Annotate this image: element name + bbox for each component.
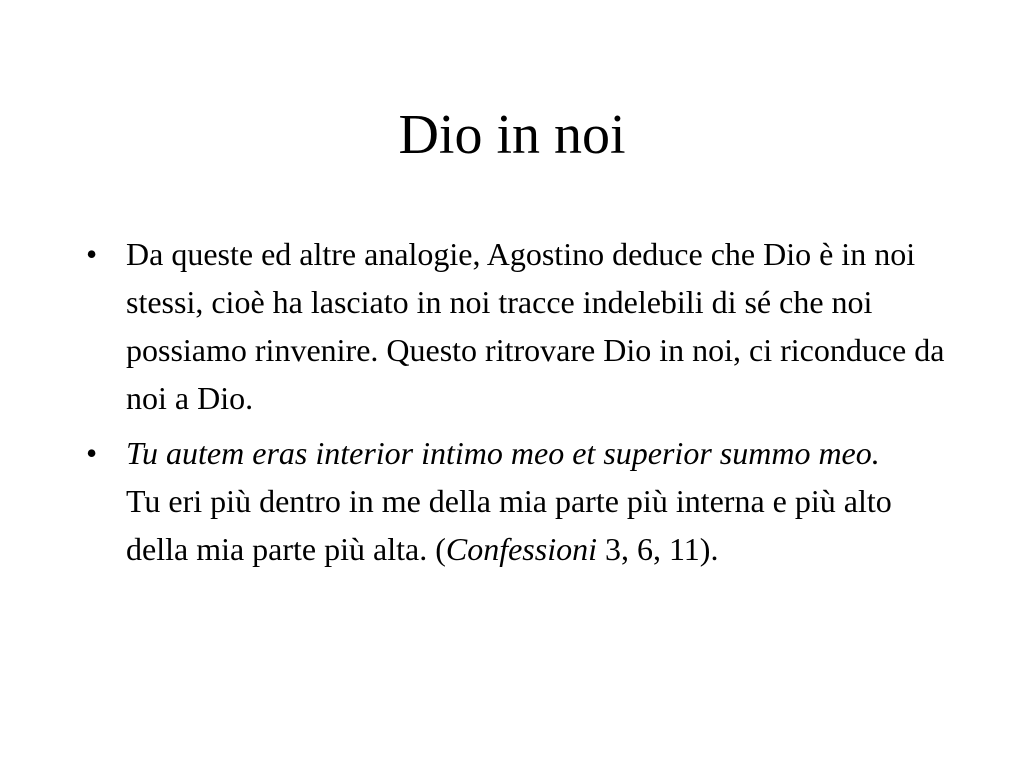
quotation-block xyxy=(126,429,946,573)
bullet-item-quotation xyxy=(86,429,946,573)
bullet-icon: • xyxy=(86,236,98,272)
analogies-text: Da queste ed altre analogie, Agostino deduce che Dio è in noi stessi, cioè ha lasciato in noi tracce indelebili di sé che noi possiamo rinvenire. Questo ritrovare Dio in noi, ci riconduce da noi a Dio. xyxy=(126,236,945,416)
latin-quote: Tu autem eras interior intimo meo et superior summo meo. xyxy=(126,435,880,471)
source-title: Confessioni xyxy=(445,531,597,567)
bullet-list xyxy=(86,230,946,580)
bullet-icon: • xyxy=(86,435,98,471)
bullet-item-analogies xyxy=(86,230,946,422)
source-reference: 3, 6, 11). xyxy=(596,531,719,567)
italian-translation: Tu eri più dentro in me della mia parte più interna e più alto della mia parte più alta. ( xyxy=(126,483,892,567)
slide-title: Dio in noi xyxy=(398,104,626,166)
